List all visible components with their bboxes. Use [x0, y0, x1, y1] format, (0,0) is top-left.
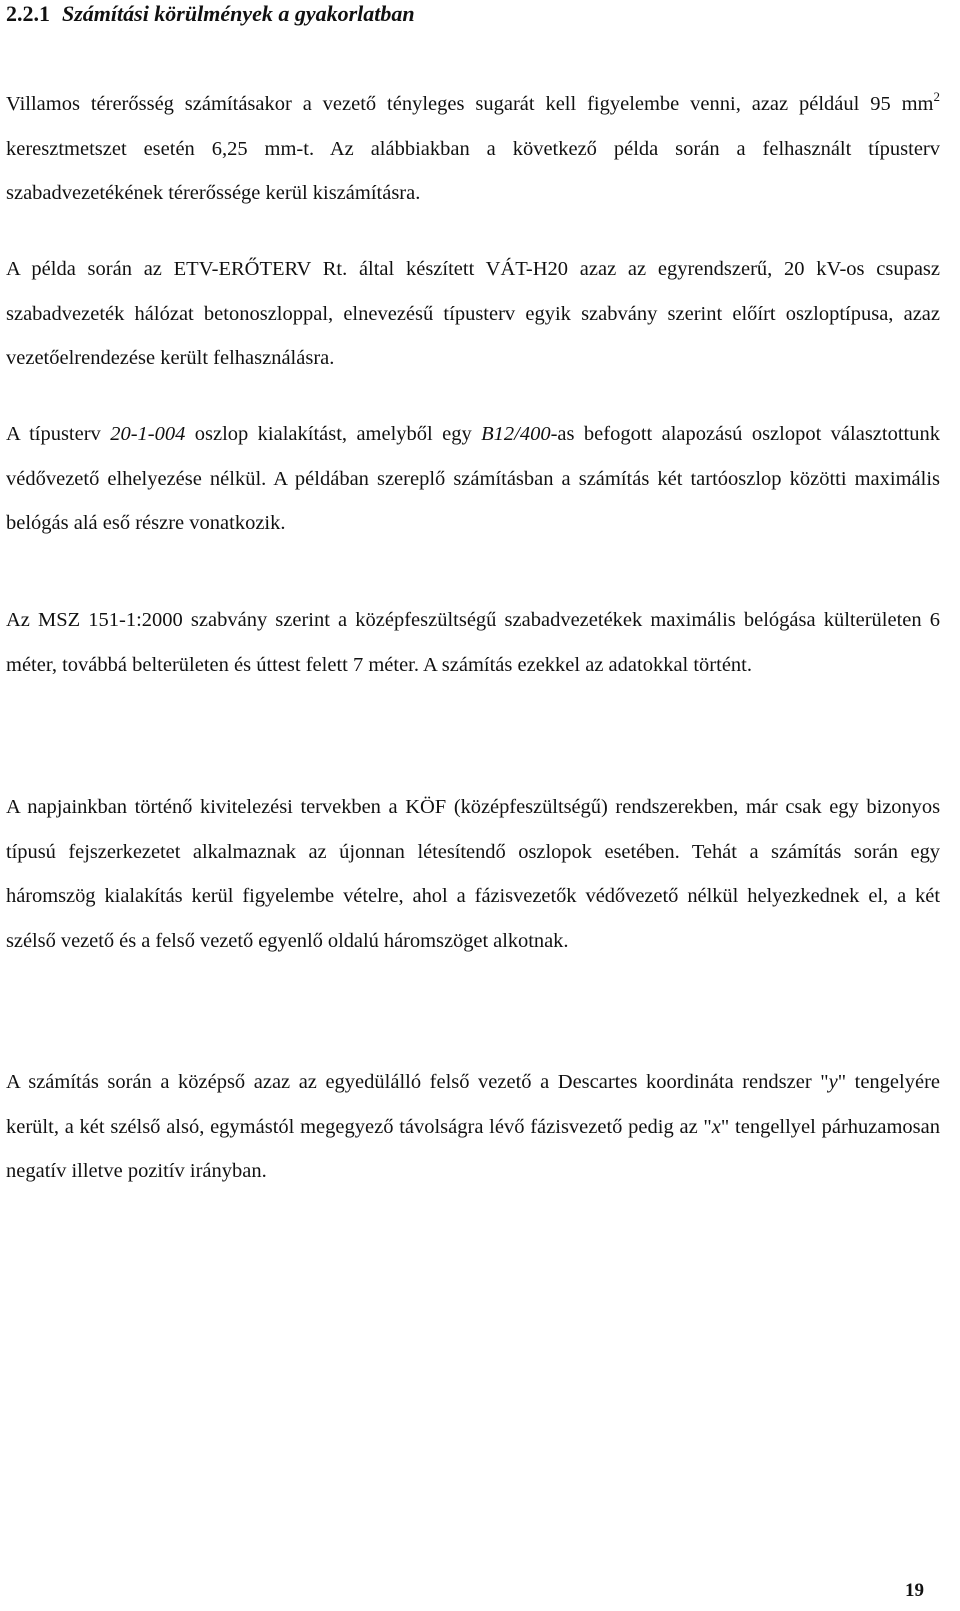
pole-code: 20-1-004 [110, 423, 186, 445]
paragraph-text: " tengellyel párhuzamosan negatív illetve pozitív irányban. [6, 1115, 941, 1182]
page-number: 19 [905, 1580, 924, 1601]
axis-y-label: y [828, 1071, 838, 1093]
paragraph-type-plan: A példa során az ETV-ERŐTERV Rt. által készített VÁT-H20 azaz az egyrendszerű, 20 kV-os csupasz szabadvezeték hálózat betonoszloppal, elnevezésű típusterv egyik szabvány szerint előírt oszloptípusa, azaz vezetőelrendezése került felhasználásra. [6, 258, 940, 369]
paragraph-text: oszlop kialakítást, amelyből egy [185, 423, 482, 445]
paragraph-text: A számítás során a középső azaz az egyedülálló felső vezető a Descartes koordináta rendszer " [6, 1071, 829, 1093]
paragraph-coordinates [6, 1060, 940, 1194]
paragraph-text: A típusterv [6, 423, 111, 445]
paragraph-field-strength [6, 82, 940, 216]
section-number: 2.2.1 [6, 1, 50, 26]
paragraph-standard: Az MSZ 151-1:2000 szabvány szerint a középfeszültségű szabadvezetékek maximális belógása külterületen 6 méter, továbbá belterületen és úttest felett 7 méter. A számítás ezekkel az adatokkal történt. [6, 609, 940, 676]
section-heading [6, 0, 415, 29]
section-title: Számítási körülmények a gyakorlatban [62, 1, 415, 26]
foundation-code: B12/400 [481, 423, 551, 445]
paragraph-construction: A napjainkban történő kivitelezési tervekben a KÖF (középfeszültségű) rendszerekben, már csak egy bizonyos típusú fejszerkezetet alkalmaznak az újonnan létesítendő oszlopok esetében. Tehát a számítás során egy háromszög kialakítás kerül figyelembe vételre, ahol a fázisvezetők védővezető nélkül helyezkednek el, a két szélső vezető és a felső vezető egyenlő oldalú háromszöget alkotnak. [6, 796, 940, 952]
paragraph-text: Villamos térerősség számításakor a vezető tényleges sugarát kell figyelembe venni, azaz például 95 mm [6, 93, 934, 115]
paragraph-text: " tengelyére került, a két szélső alsó, egymástól megegyező távolságra lévő fázisvezető pedig az " [6, 1071, 940, 1138]
axis-x-label: x [711, 1115, 721, 1138]
superscript: 2 [933, 89, 940, 104]
paragraph-pole-type [6, 412, 940, 546]
paragraph-text: -as befogott alapozású oszlopot választottunk védővezető elhelyezése nélkül. A példában szereplő számításban a számítás két tartóoszlop közötti maximális belógás alá eső részre vonatkozik. [6, 423, 940, 534]
paragraph-text: keresztmetszet esetén 6,25 mm-t. Az alábbiakban a következő példa során a felhasznált típusterv szabadvezetékének térerőssége kerül kiszámításra. [6, 137, 940, 204]
